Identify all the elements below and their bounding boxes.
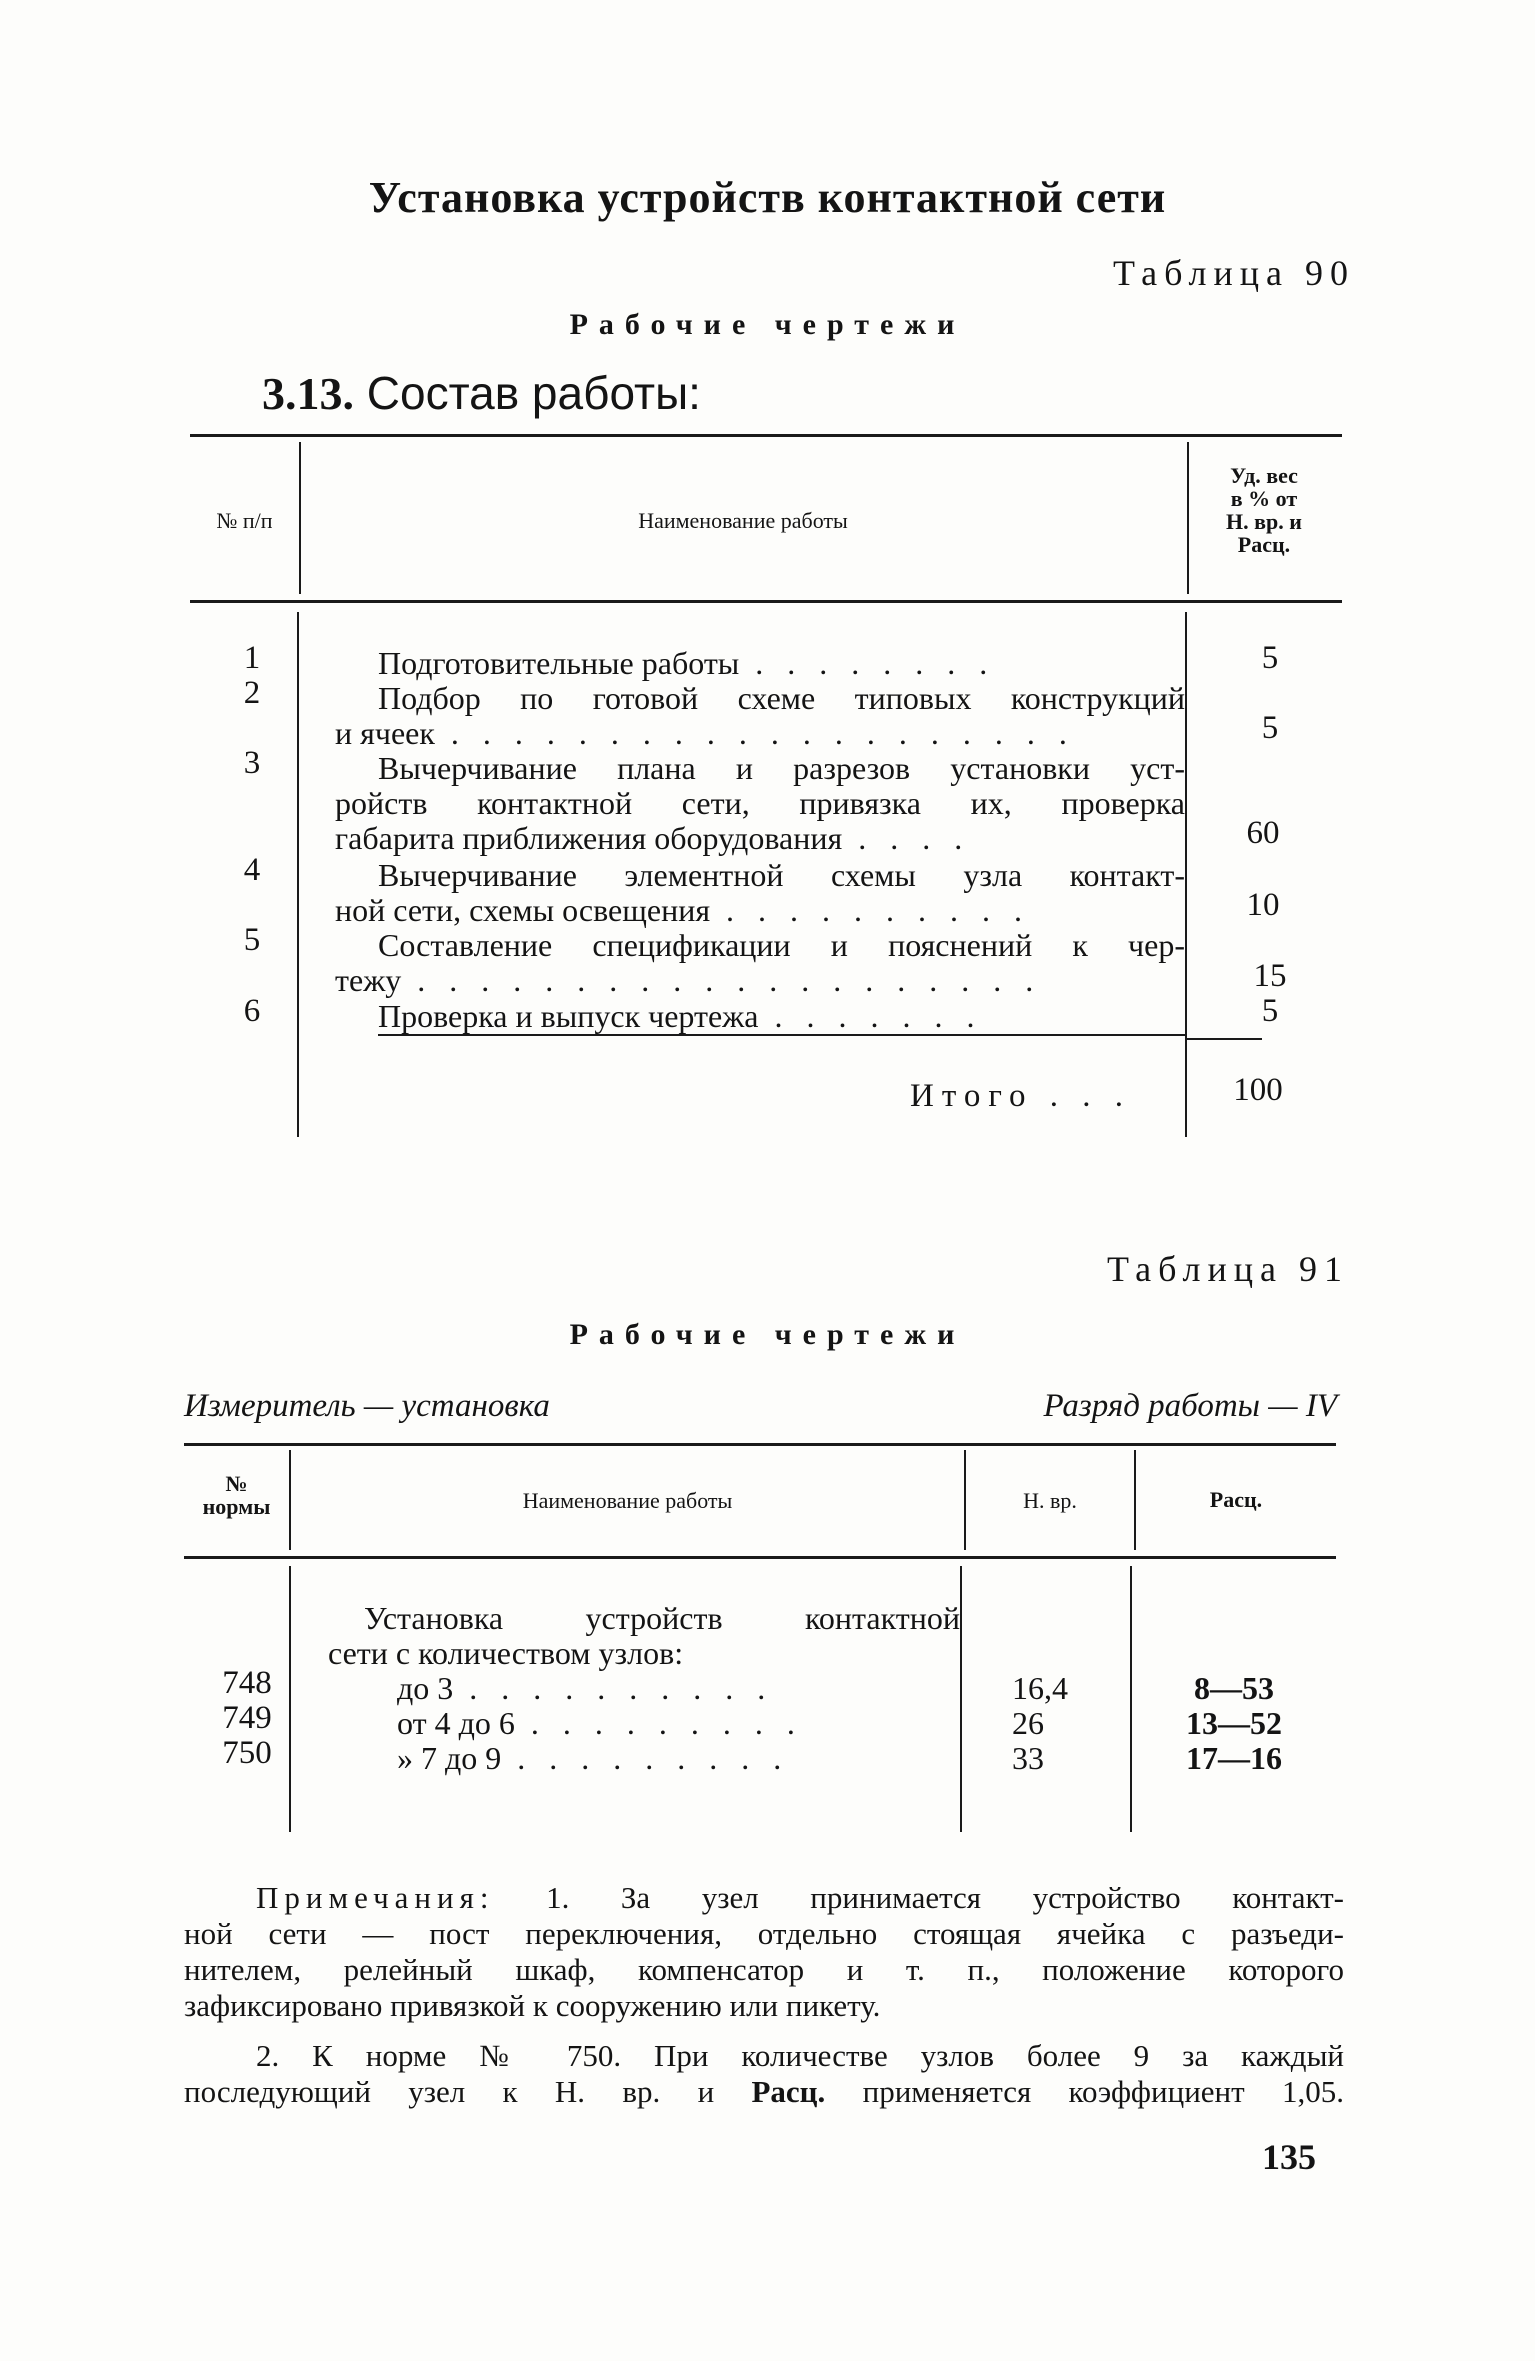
weight-value: 10: [1246, 887, 1280, 923]
work-line: от 4 до 6 . . . . . . . . .: [397, 1706, 803, 1741]
table-91-header-price: Расц.: [1209, 1487, 1263, 1512]
row-number: 1: [243, 640, 261, 676]
work-line: Составление спецификации и пояснений к чер-: [378, 928, 1185, 963]
time-value: 26: [1012, 1706, 1044, 1741]
weight-value: 5: [1261, 640, 1279, 676]
weight-line: в % от: [1230, 486, 1298, 511]
page-number: 135: [1262, 2137, 1316, 2177]
table-91-body-vline-1: [289, 1566, 291, 1832]
total-label: Итого . . .: [910, 1078, 1132, 1114]
table-91-title: Рабочие чертежи: [569, 1318, 966, 1351]
work-line: Вычерчивание элементной схемы узла контакт-: [378, 858, 1185, 893]
price-value: 17—16: [1186, 1741, 1282, 1776]
row-number: 2: [243, 675, 261, 711]
category-label: Разряд работы — IV: [1043, 1388, 1337, 1424]
work-line: Подбор по готовой схеме типовых конструкций: [378, 681, 1185, 716]
table-91-header-num: № нормы: [202, 1471, 271, 1519]
weight-value: 5: [1261, 993, 1279, 1029]
weight-value: 60: [1246, 815, 1280, 851]
table-90-top-rule: [190, 434, 1342, 437]
table-91-number: Таблица 91: [1107, 1249, 1349, 1289]
section-title: Состав работы:: [366, 367, 701, 419]
table-90-header-name: Наименование работы: [638, 508, 848, 533]
table-90-total-rule: [1187, 1038, 1262, 1040]
notes-label: Примечания:: [256, 1880, 495, 1915]
work-line: Проверка и выпуск чертежа . . . . . . .: [378, 999, 983, 1034]
time-value: 16,4: [1012, 1671, 1068, 1706]
price-value: 8—53: [1194, 1671, 1274, 1706]
table-90-number: Таблица 90: [1113, 253, 1355, 293]
work-line: Вычерчивание плана и разрезов установки уст-: [378, 751, 1185, 786]
work-line: до 3 . . . . . . . . . .: [397, 1671, 774, 1706]
work-line: тежу . . . . . . . . . . . . . . . . . . . .: [335, 963, 1042, 998]
work-intro-line: сети с количеством узлов:: [328, 1636, 684, 1671]
notes: [184, 1880, 1344, 2110]
table-90-title: Рабочие чертежи: [569, 308, 966, 341]
total-value: 100: [1233, 1072, 1283, 1108]
note-1-first-line: Примечания: 1. За узел принимается устройство контакт-: [184, 1880, 1344, 1916]
table-91-header-time: Н. вр.: [1023, 1488, 1077, 1513]
weight-line: Расц.: [1237, 532, 1291, 557]
price-value: 13—52: [1186, 1706, 1282, 1741]
work-underline: [378, 1034, 1185, 1036]
note-2-line-1: 2. К норме № 750. При количестве узлов более 9 за каждый: [256, 2038, 1344, 2073]
work-line: габарита приближения оборудования . . . .: [335, 821, 971, 856]
page-title: Установка устройств контактной сети: [368, 173, 1167, 222]
work-line: ной сети, схемы освещения . . . . . . . . . .: [335, 893, 1031, 928]
row-number: 6: [243, 993, 261, 1029]
weight-value: 15: [1253, 958, 1287, 994]
row-number: 4: [243, 852, 261, 888]
norm-number: 750: [222, 1735, 272, 1771]
table-91-body-vline-2: [960, 1566, 962, 1832]
time-value: 33: [1012, 1741, 1044, 1776]
table-90-header-num: № п/п: [216, 508, 273, 533]
table-91-header-rule: [184, 1556, 1336, 1559]
note-line: зафиксировано привязкой к сооружению или пикету.: [184, 1988, 881, 2023]
section-heading: [262, 366, 701, 420]
norm-number: 748: [222, 1665, 272, 1701]
row-number: 3: [243, 745, 261, 781]
note-line: нителем, релейный шкаф, компенсатор и т. п., положение которого: [184, 1952, 1344, 1987]
norm-number: 749: [222, 1700, 272, 1736]
weight-value: 5: [1261, 710, 1279, 746]
table-90-body-vline-2: [1185, 612, 1187, 1137]
section-number: 3.13.: [262, 368, 354, 419]
table-91-header-name: Наименование работы: [522, 1488, 733, 1513]
table-90-header-rule: [190, 600, 1342, 603]
work-line: ройств контактной сети, привязка их, проверка: [335, 786, 1185, 821]
weight-line: Н. вр. и: [1226, 509, 1302, 534]
table-91-top-rule: [184, 1443, 1336, 1446]
note-2-line-2: последующий узел к Н. вр. и Расц. применяется коэффициент 1,05.: [184, 2074, 1344, 2109]
table-90-header-weight: [1189, 464, 1339, 556]
work-line: и ячеек . . . . . . . . . . . . . . . . . . . .: [335, 716, 1075, 751]
work-line: » 7 до 9 . . . . . . . . .: [397, 1741, 790, 1776]
note-line: ной сети — пост переключения, отдельно стоящая ячейка с разъеди-: [184, 1916, 1344, 1951]
measure-label: Измеритель — установка: [184, 1388, 550, 1424]
work-intro-line: Установка устройств контактной: [364, 1601, 960, 1636]
table-90-body-vline-1: [297, 612, 299, 1137]
row-number: 5: [243, 922, 261, 958]
work-line: Подготовительные работы . . . . . . . .: [378, 646, 996, 681]
weight-line: Уд. вес: [1230, 463, 1298, 488]
